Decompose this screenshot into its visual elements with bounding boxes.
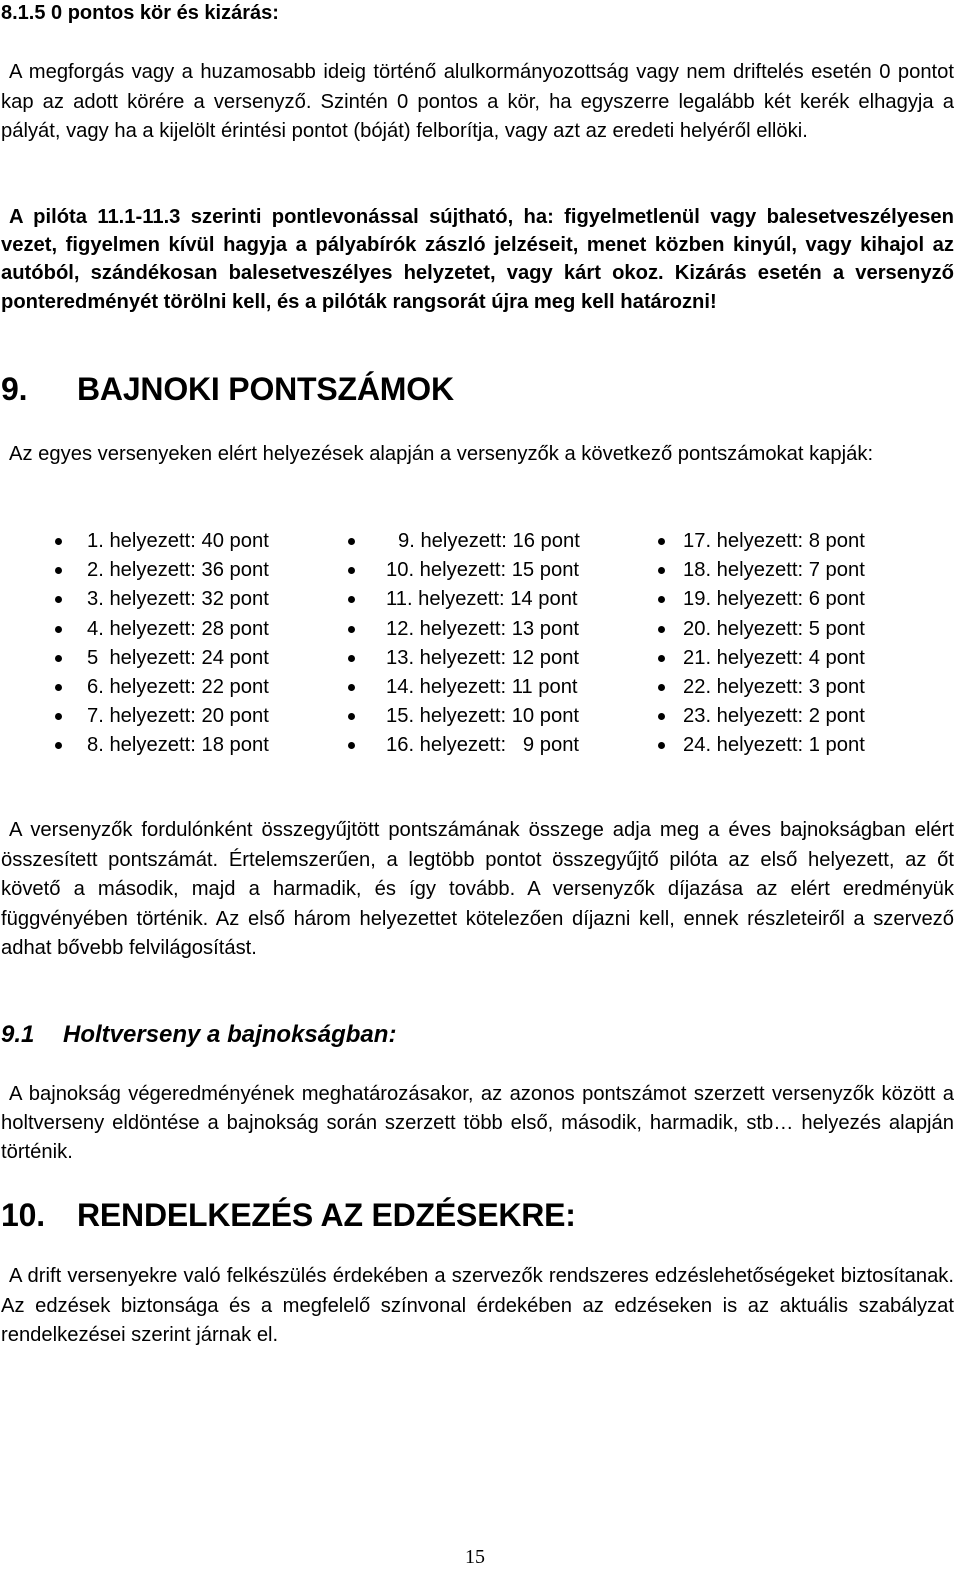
- bullet-icon: [55, 684, 62, 691]
- bullet-icon: [55, 713, 62, 720]
- bullet-icon: [348, 567, 355, 574]
- list-item: 16. helyezett: 9 pont: [348, 731, 580, 760]
- bullet-icon: [348, 684, 355, 691]
- paragraph-text: A bajnokság végeredményének meghatározásakor, az azonos pontszámot szerzett versenyzők között a holtverseny eldöntése a bajnokság során szerzett több első, második, harmadik, stb… helyezés alapján történik.: [1, 1083, 954, 1163]
- paragraph-tie-break: [1, 1080, 954, 1167]
- bullet-icon: [348, 655, 355, 662]
- list-item: 3. helyezett: 32 pont: [55, 585, 269, 614]
- list-item: 15. helyezett: 10 pont: [348, 702, 580, 731]
- section-title: BAJNOKI PONTSZÁMOK: [77, 371, 454, 407]
- bullet-icon: [348, 742, 355, 749]
- section-number: 9.1: [1, 1021, 35, 1048]
- bullet-icon: [658, 596, 665, 603]
- bullet-icon: [658, 626, 665, 633]
- list-item: 17. helyezett: 8 pont: [658, 527, 865, 556]
- section-heading-9: [1, 371, 954, 407]
- section-heading-9-1: [1, 1020, 954, 1050]
- paragraph-text: Az egyes versenyeken elért helyezések alapján a versenyzők a következő pontszámokat kapják:: [9, 443, 874, 465]
- bullet-icon: [55, 655, 62, 662]
- bullet-icon: [658, 684, 665, 691]
- list-item: 24. helyezett: 1 pont: [658, 731, 865, 760]
- paragraph-round-zero-points: [1, 58, 954, 147]
- bullet-icon: [55, 626, 62, 633]
- bullet-icon: [55, 567, 62, 574]
- list-item: 19. helyezett: 6 pont: [658, 585, 865, 614]
- paragraph-training: [1, 1262, 954, 1351]
- list-item: 5 helyezett: 24 pont: [55, 644, 269, 673]
- bullet-icon: [348, 538, 355, 545]
- bullet-icon: [55, 596, 62, 603]
- bullet-icon: [348, 626, 355, 633]
- paragraph-text: A versenyzők fordulónként összegyűjtött pontszámának összege adja meg a éves bajnokságban elért összesített pontszámát. Értelemszerűen, a legtöbb pontot összegyűjtő pilóta az első helyezett, az őt követő a második, majd a harmadik, és így tovább. A versenyzők díjazása az elért eredményük függvényében történik. Az első három helyezettet kötelezően díjazni kell, ennek részleteiről a szervező adhat bővebb felvilágosítást.: [1, 819, 954, 959]
- points-list-column-3: [658, 527, 865, 761]
- bullet-icon: [658, 567, 665, 574]
- list-item: 18. helyezett: 7 pont: [658, 556, 865, 585]
- bullet-icon: [658, 655, 665, 662]
- bullet-icon: [658, 742, 665, 749]
- paragraph-text: A drift versenyekre való felkészülés érdekében a szervezők rendszeres edzéslehetőségeket biztosítanak. Az edzések biztonsága és a megfelelő színvonal érdekében az edzéseken is az aktuális szabályzat rendelkezései szerint járnak el.: [1, 1265, 954, 1346]
- bullet-icon: [55, 742, 62, 749]
- list-item: 1. helyezett: 40 pont: [55, 527, 269, 556]
- list-item: 10. helyezett: 15 pont: [348, 556, 580, 585]
- list-item: 4. helyezett: 28 pont: [55, 615, 269, 644]
- list-item: 9. helyezett: 16 pont: [348, 527, 580, 556]
- list-item: 23. helyezett: 2 pont: [658, 702, 865, 731]
- list-item: 2. helyezett: 36 pont: [55, 556, 269, 585]
- list-item: 6. helyezett: 22 pont: [55, 673, 269, 702]
- section-heading-10: [1, 1197, 954, 1233]
- paragraph-points-summary: [1, 816, 954, 964]
- list-item: 21. helyezett: 4 pont: [658, 644, 865, 673]
- list-item: 7. helyezett: 20 pont: [55, 702, 269, 731]
- bullet-icon: [658, 538, 665, 545]
- section-title: RENDELKEZÉS AZ EDZÉSEKRE:: [77, 1197, 576, 1233]
- paragraph-penalty-disqualification: [1, 203, 954, 316]
- list-item: 8. helyezett: 18 pont: [55, 731, 269, 760]
- paragraph-text: A megforgás vagy a huzamosabb ideig történő alulkormányozottság vagy nem driftelés esetén 0 pontot kap az adott körére a versenyző. Szintén 0 pontos a kör, ha egyszerre legalább két kerék elhagyja a pályát, vagy ha a kijelölt érintési pontot (bóját) felborítja, vagy azt az eredeti helyéről ellöki.: [1, 61, 954, 142]
- points-list-column-1: [55, 527, 269, 761]
- list-item: 13. helyezett: 12 pont: [348, 644, 580, 673]
- section-title: Holtverseny a bajnokságban:: [63, 1021, 397, 1048]
- points-list-column-2: [348, 527, 580, 761]
- paragraph-text: A pilóta 11.1-11.3 szerinti pontlevonással sújtható, ha: figyelmetlenül vagy balesetveszélyesen vezet, figyelmen kívül hagyja a pályabírók zászló jelzéseit, menet közben kinyúl, vagy kihajol az autóból, szándékosan balesetveszélyes helyzetet, vagy kárt okoz. Kizárás esetén a versenyző ponteredményét törölni kell, és a pilóták rangsorát újra meg kell határozni!: [1, 206, 954, 313]
- bullet-icon: [55, 538, 62, 545]
- section-number: 10.: [1, 1197, 45, 1233]
- page-number: 15: [465, 1546, 485, 1568]
- paragraph-points-intro: [1, 440, 954, 470]
- list-item: 11. helyezett: 14 pont: [348, 585, 580, 614]
- bullet-icon: [348, 596, 355, 603]
- bullet-icon: [348, 713, 355, 720]
- list-item: 12. helyezett: 13 pont: [348, 615, 580, 644]
- list-item: 22. helyezett: 3 pont: [658, 673, 865, 702]
- list-item: 14. helyezett: 11 pont: [348, 673, 580, 702]
- list-item: 20. helyezett: 5 pont: [658, 615, 865, 644]
- section-number: 9.: [1, 371, 28, 407]
- bullet-icon: [658, 713, 665, 720]
- section-heading-8-1-5: 8.1.5 0 pontos kör és kizárás:: [1, 2, 279, 24]
